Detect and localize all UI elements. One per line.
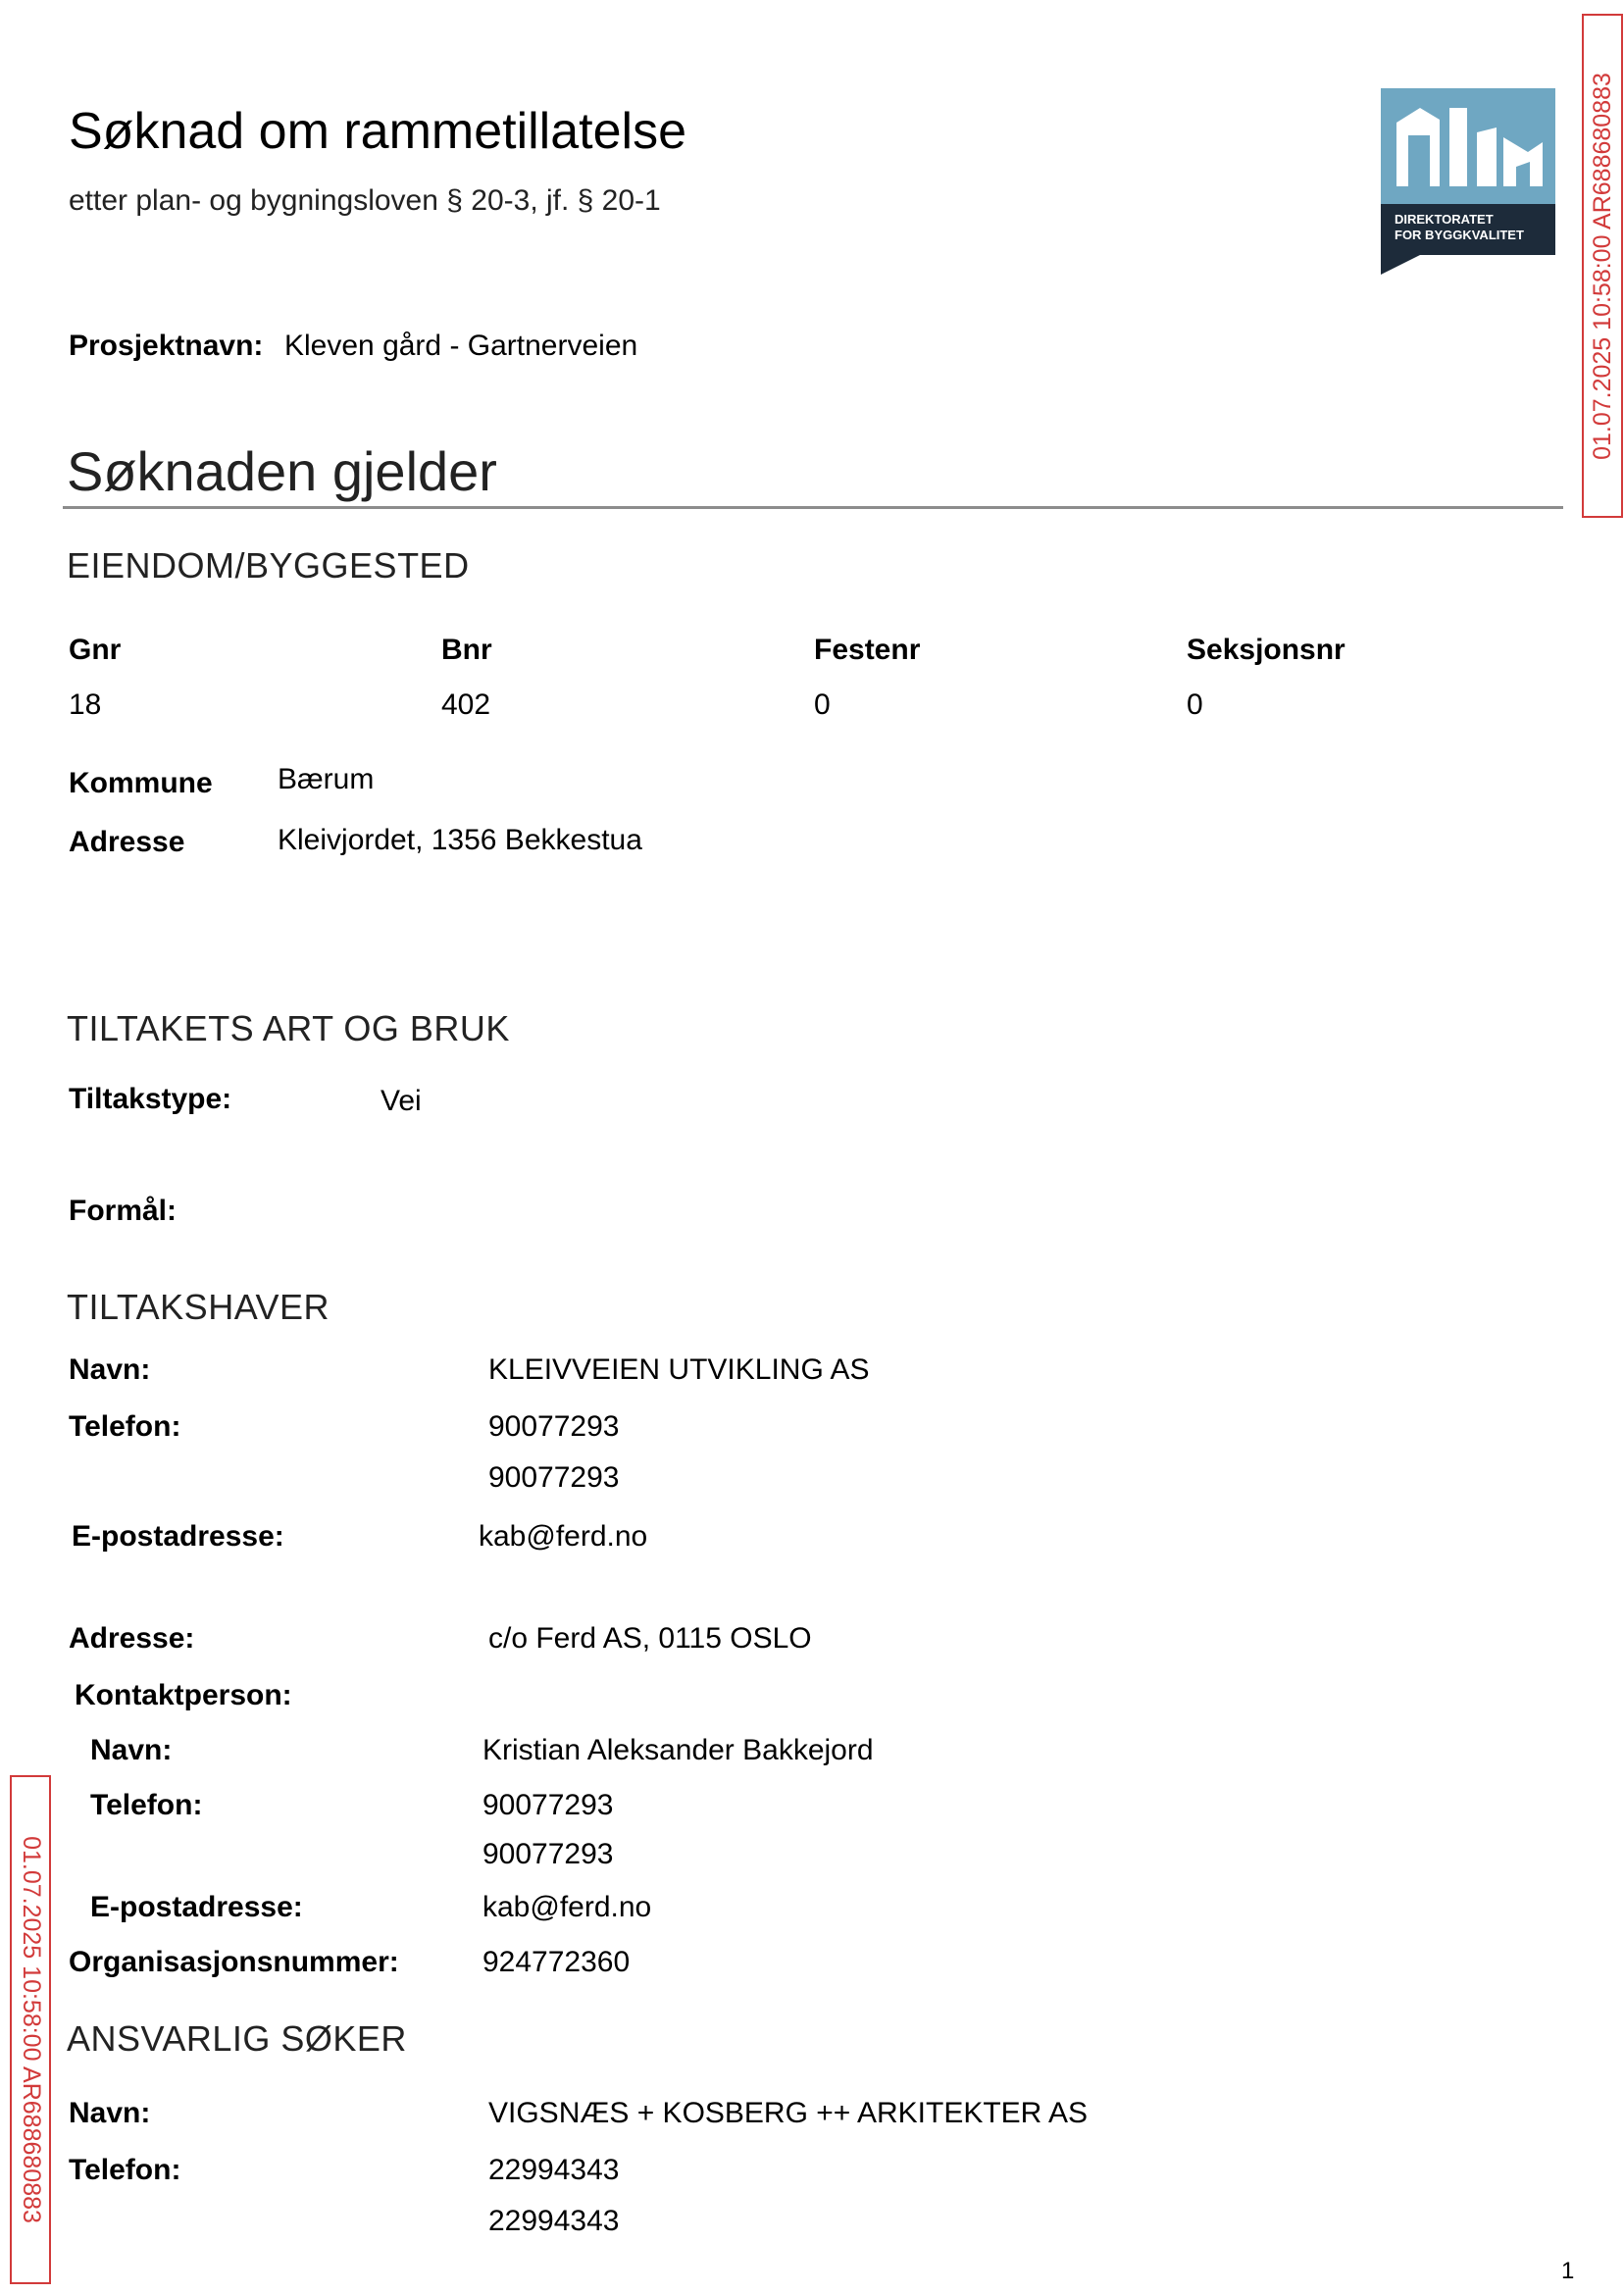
adresse-value: Kleivjordet, 1356 Bekkestua <box>278 824 642 856</box>
tiltakshaver-adresse-value: c/o Ferd AS, 0115 OSLO <box>488 1622 812 1655</box>
kontakt-epost-label: E-postadresse: <box>90 1891 303 1923</box>
kontakt-epost-value: kab@ferd.no <box>482 1891 652 1923</box>
bnr-value: 402 <box>441 688 491 721</box>
kontaktperson-label: Kontaktperson: <box>75 1679 292 1711</box>
ansvarlig-navn-value: VIGSNÆS + KOSBERG ++ ARKITEKTER AS <box>488 2097 1089 2129</box>
bnr-label: Bnr <box>441 634 492 666</box>
orgnr-label: Organisasjonsnummer: <box>69 1946 399 1978</box>
seksjonsnr-value: 0 <box>1187 688 1203 721</box>
festenr-value: 0 <box>814 688 831 721</box>
section-divider <box>63 506 1563 509</box>
formal-label: Formål: <box>69 1195 178 1227</box>
kommune-value: Bærum <box>278 763 375 795</box>
ansvarlig-heading: ANSVARLIG SØKER <box>67 2018 407 2059</box>
eiendom-heading: EIENDOM/BYGGESTED <box>67 545 470 586</box>
kontakt-telefon-2: 90077293 <box>482 1838 614 1870</box>
dibk-logo-icon <box>1381 88 1555 275</box>
tiltakshaver-telefon-2: 90077293 <box>488 1461 620 1494</box>
ansvarlig-navn-label: Navn: <box>69 2097 151 2129</box>
logo-line-2: FOR BYGGKVALITET <box>1395 228 1524 242</box>
tiltakshaver-epost-value: kab@ferd.no <box>479 1520 648 1553</box>
tiltakshaver-telefon-1: 90077293 <box>488 1410 620 1443</box>
adresse-label: Adresse <box>69 826 185 858</box>
stamp-bottom-left-text: 01.07.2025 10:58:00 AR688680883 <box>17 1836 45 2223</box>
tiltakstype-label: Tiltakstype: <box>69 1083 232 1115</box>
tiltakshaver-heading: TILTAKSHAVER <box>67 1287 330 1327</box>
kommune-label: Kommune <box>69 767 213 799</box>
section-heading: Søknaden gjelder <box>67 440 497 502</box>
tiltakshaver-navn-value: KLEIVVEIEN UTVIKLING AS <box>488 1353 870 1386</box>
project-label: Prosjektnavn: <box>69 330 264 362</box>
kontakt-navn-label: Navn: <box>90 1734 173 1766</box>
orgnr-value: 924772360 <box>482 1946 631 1978</box>
page-number: 1 <box>1561 2258 1575 2284</box>
kontakt-telefon-1: 90077293 <box>482 1789 614 1821</box>
kontakt-telefon-label: Telefon: <box>90 1789 203 1821</box>
tiltakshaver-adresse-label: Adresse: <box>69 1622 195 1655</box>
tiltak-heading: TILTAKETS ART OG BRUK <box>67 1008 510 1048</box>
stamp-top-right <box>1582 14 1623 518</box>
document-title: Søknad om rammetillatelse <box>69 103 686 160</box>
tiltakshaver-epost-label: E-postadresse: <box>72 1520 284 1553</box>
gnr-label: Gnr <box>69 634 122 666</box>
tiltakstype-value: Vei <box>381 1085 422 1117</box>
ansvarlig-telefon-2: 22994343 <box>488 2205 620 2237</box>
dibk-logo <box>1381 88 1555 275</box>
tiltakshaver-navn-label: Navn: <box>69 1353 151 1386</box>
ansvarlig-telefon-1: 22994343 <box>488 2154 620 2186</box>
stamp-bottom-left <box>10 1775 51 2284</box>
seksjonsnr-label: Seksjonsnr <box>1187 634 1345 666</box>
stamp-top-right-text: 01.07.2025 10:58:00 AR688680883 <box>1588 72 1616 460</box>
document-subtitle: etter plan- og bygningsloven § 20-3, jf. § 20-1 <box>69 184 661 217</box>
logo-line-1: DIREKTORATET <box>1395 212 1494 227</box>
project-value: Kleven gård - Gartnerveien <box>284 330 638 362</box>
ansvarlig-telefon-label: Telefon: <box>69 2154 181 2186</box>
tiltakshaver-telefon-label: Telefon: <box>69 1410 181 1443</box>
gnr-value: 18 <box>69 688 102 721</box>
kontakt-navn-value: Kristian Aleksander Bakkejord <box>482 1734 874 1766</box>
festenr-label: Festenr <box>814 634 921 666</box>
